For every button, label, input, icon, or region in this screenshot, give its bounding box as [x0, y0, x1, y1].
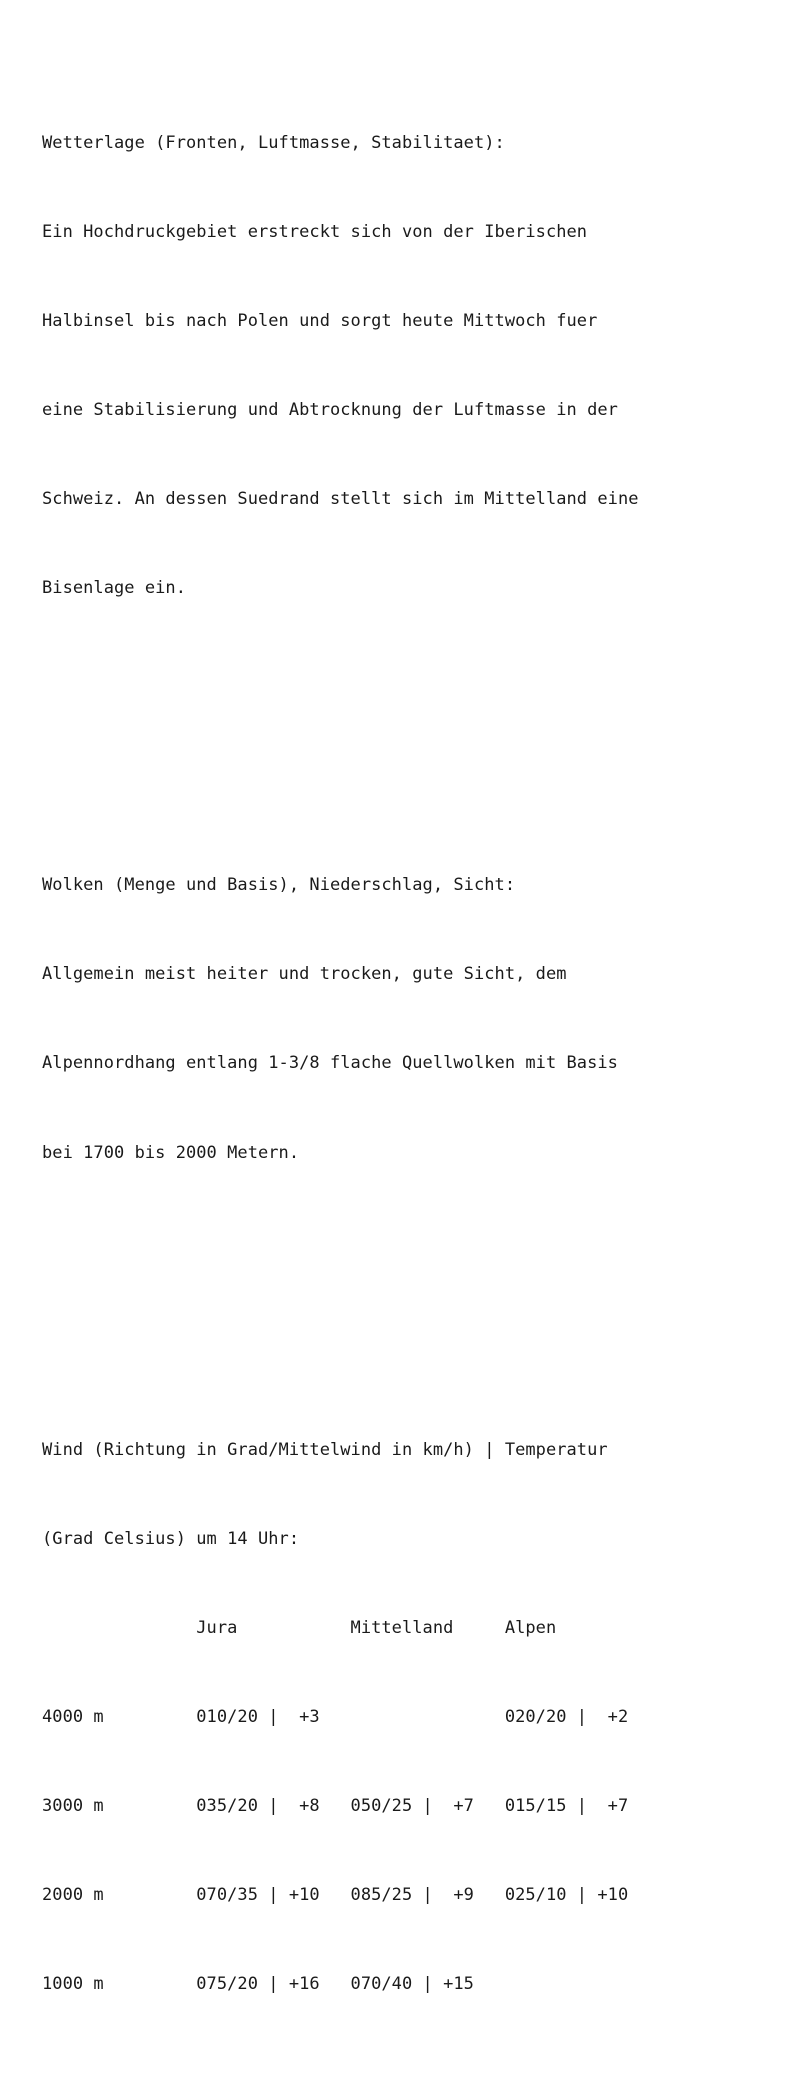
text-line: Schweiz. An dessen Suedrand stellt sich im Mittelland eine	[42, 489, 639, 510]
forecast-document	[42, 10, 639, 2089]
table-row: 1000 m 075/20 | +16 070/40 | +15	[42, 1974, 474, 1995]
text-line: eine Stabilisierung und Abtrocknung der Luftmasse in der	[42, 400, 618, 421]
text-line: Ein Hochdruckgebiet erstreckt sich von der Iberischen	[42, 221, 588, 242]
spacer	[42, 723, 639, 753]
section-wind-temperatur	[42, 1376, 639, 2059]
table-header-row: Jura Mittelland Alpen	[42, 1617, 557, 1638]
section-wetterlage	[42, 69, 639, 663]
section-heading: Wind (Richtung in Grad/Mittelwind in km/h) | Temperatur	[42, 1439, 608, 1460]
text-line: Allgemein meist heiter und trocken, gute Sicht, dem	[42, 964, 567, 985]
text-line: Bisenlage ein.	[42, 578, 186, 599]
text-line: bei 1700 bis 2000 Metern.	[42, 1142, 300, 1163]
spacer	[42, 1287, 639, 1317]
table-row: 3000 m 035/20 | +8 050/25 | +7 015/15 | +7	[42, 1795, 629, 1816]
table-row: 4000 m 010/20 | +3 020/20 | +2	[42, 1706, 629, 1727]
section-heading: Wolken (Menge und Basis), Niederschlag, Sicht:	[42, 875, 516, 896]
text-line: Alpennordhang entlang 1-3/8 flache Quellwolken mit Basis	[42, 1053, 618, 1074]
table-row: 2000 m 070/35 | +10 085/25 | +9 025/10 | +10	[42, 1885, 629, 1906]
section-heading-continued: (Grad Celsius) um 14 Uhr:	[42, 1528, 300, 1549]
section-wolken	[42, 812, 639, 1228]
section-heading: Wetterlage (Fronten, Luftmasse, Stabilitaet):	[42, 132, 505, 153]
text-line: Halbinsel bis nach Polen und sorgt heute Mittwoch fuer	[42, 311, 598, 331]
